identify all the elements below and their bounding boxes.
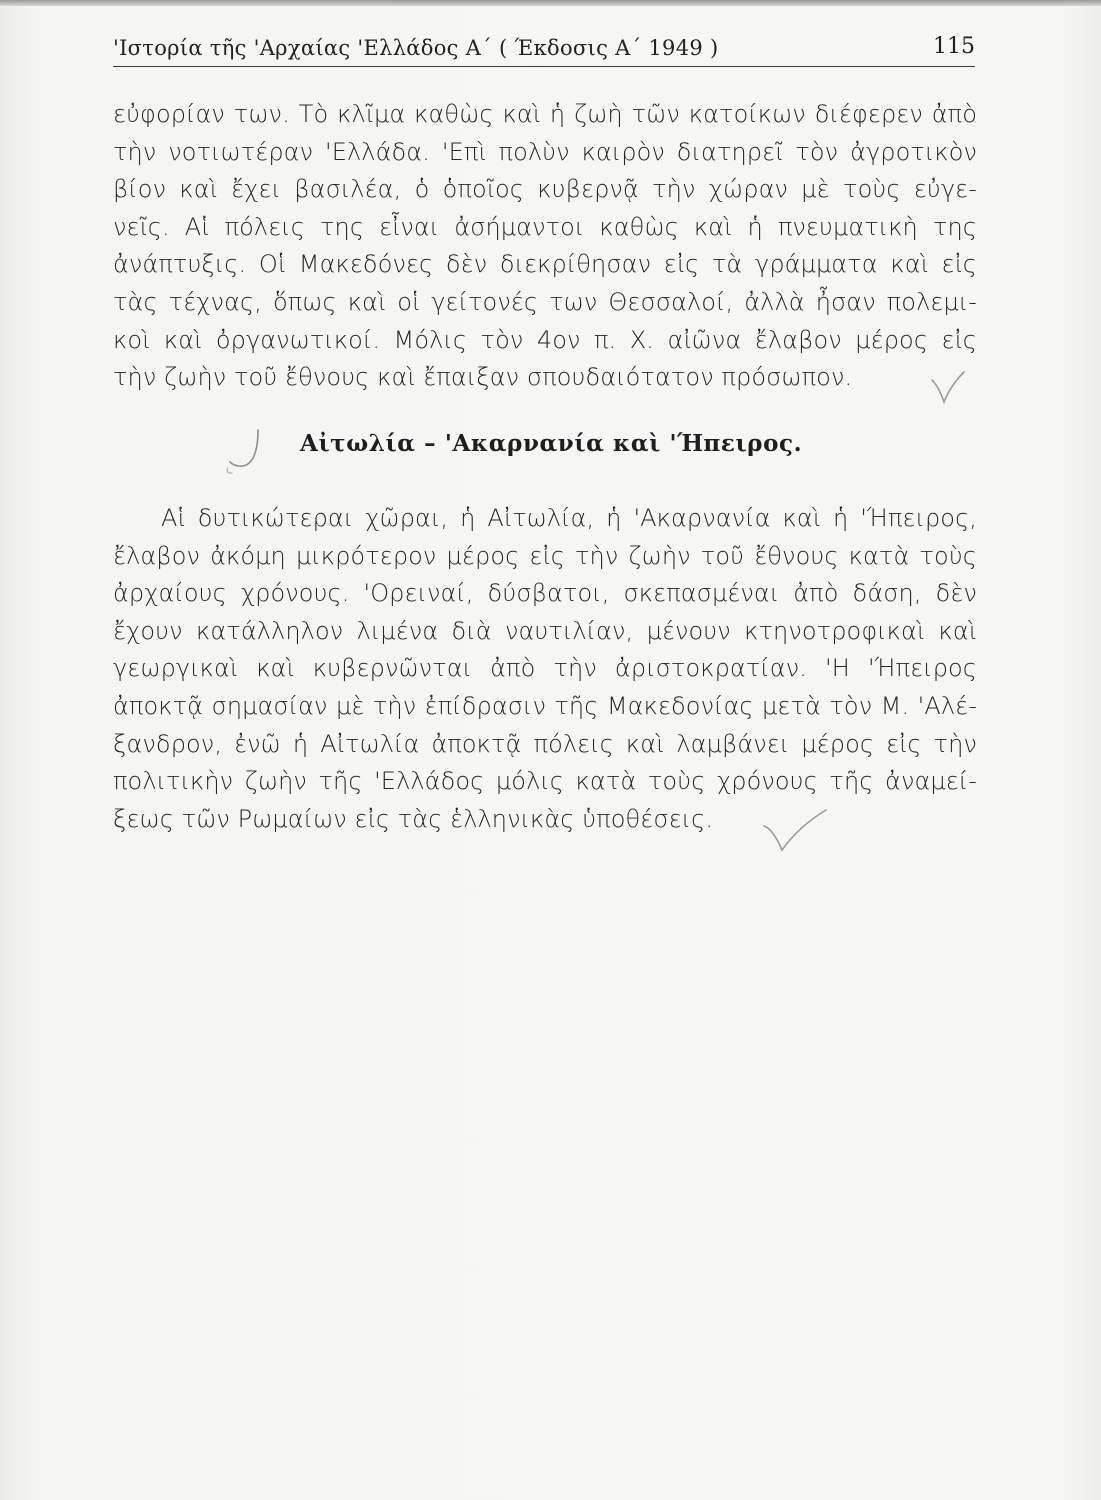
text-line: ἀνάπτυξις. Οἱ Μακεδόνες δὲν διεκρίθησαν εἰς τὰ γράμματα καὶ εἰς — [113, 250, 977, 279]
text-line: ξεως τῶν Ρωμαίων εἰς τὰς ἑλληνικὰς ὑποθέσεις. — [113, 804, 714, 833]
text-line: νεῖς. Αἱ πόλεις της εἶναι ἀσήμαντοι καθὼς καὶ ἡ πνευματικὴ της — [113, 212, 977, 241]
text-line: ἔλαβον ἀκόμη μικρότερον μέρος εἰς τὴν ζωὴν τοῦ ἔθνους κατὰ τοὺς — [113, 541, 977, 570]
running-header — [113, 34, 975, 67]
text-line: γεωργικαὶ καὶ κυβερνῶνται ἀπὸ τὴν ἀριστοκρατίαν. 'Η 'Ήπειρος — [113, 654, 977, 683]
text-line: ἀρχαίους χρόνους. 'Ορειναί, δύσβατοι, σκεπασμέναι ἀπὸ δάση, δὲν — [113, 579, 977, 608]
text-line: ἔχουν κατάλληλον λιμένα διὰ ναυτιλίαν, μένουν κτηνοτροφικαὶ καὶ — [113, 616, 977, 645]
text-line: βίον καὶ ἔχει βασιλέα, ὁ ὁποῖος κυβερνᾷ τὴν χώραν μὲ τοὺς εὐγε- — [113, 175, 977, 204]
text-line: Αἱ δυτικώτεραι χῶραι, ἡ Αἰτωλία, ἡ 'Ακαρνανία καὶ ἡ 'Ήπειρος, — [161, 504, 977, 532]
text-line: τὰς τέχνας, ὅπως καὶ οἱ γείτονές των Θεσσαλοί, ἀλλὰ ἦσαν πολεμι- — [113, 287, 977, 316]
paragraph-aetolia — [113, 500, 977, 838]
text-line: πολιτικὴν ζωὴν τῆς 'Ελλάδος μόλις κατὰ τοὺς χρόνους τῆς ἀναμεί- — [113, 767, 977, 796]
section-heading: Αἰτωλία – 'Ακαρνανία καὶ 'Ήπειρος. — [300, 430, 803, 457]
text-line: ξανδρον, ἐνῶ ἡ Αἰτωλία ἀποκτᾷ πόλεις καὶ λαμβάνει μέρος εἰς τὴν — [113, 729, 977, 758]
text-line: κοὶ καὶ ὀργανωτικοί. Μόλις τὸν 4ον π. Χ. αἰῶνα ἔλαβον μέρος εἰς — [113, 325, 977, 354]
page-number: 115 — [933, 34, 975, 59]
paragraph-macedonia — [113, 96, 977, 397]
header-title: 'Ιστορία τῆς 'Αρχαίας 'Ελλάδος Α΄ ( Έκδοσις Α΄ 1949 ) — [113, 36, 719, 60]
text-line: τὴν νοτιωτέραν 'Ελλάδα. 'Επὶ πολὺν καιρὸν διατηρεῖ τὸν ἀγροτικὸν — [113, 137, 977, 166]
text-line: εὐφορίαν των. Τὸ κλῖμα καθὼς καὶ ἡ ζωὴ τῶν κατοίκων διέφερεν ἀπὸ — [113, 100, 977, 128]
pencil-margin-mark — [222, 428, 266, 476]
page-top-edge — [0, 0, 1101, 6]
text-line: ἀποκτᾷ σημασίαν μὲ τὴν ἐπίδρασιν τῆς Μακεδονίας μετὰ τὸν Μ. 'Αλέ- — [113, 691, 977, 720]
text-line: τὴν ζωὴν τοῦ ἔθνους καὶ ἔπαιξαν σπουδαιότατον πρόσωπον. — [113, 363, 853, 392]
